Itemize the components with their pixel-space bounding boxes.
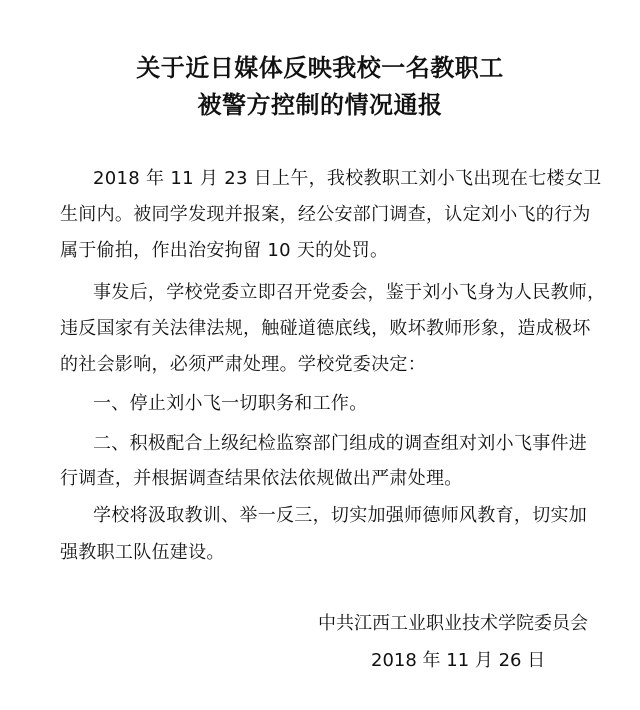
document-title-line-1: 关于近日媒体反映我校一名教职工: [136, 54, 504, 82]
paragraph-1-line-3: 属于偷拍，作出治安拘留 10 天的处罚。: [60, 240, 389, 261]
paragraph-2-line-2: 违反国家有关法律法规，触碰道德底线，败坏教师形象，造成极坏: [60, 318, 591, 339]
issue-date: 2018 年 11 月 26 日: [371, 650, 546, 671]
paragraph-3-line-1: 一、停止刘小飞一切职务和工作。: [93, 393, 368, 414]
paragraph-5-line-1: 学校将汲取教训、举一反三，切实加强师德师风教育，切实加: [93, 505, 588, 526]
paragraph-1-line-1: 2018 年 11 月 23 日上午，我校教职工刘小飞出现在七楼女卫: [93, 168, 602, 189]
paragraph-2-line-1: 事发后，学校党委立即召开党委会，鉴于刘小飞身为人民教师，: [93, 282, 606, 303]
document-title-line-2: 被警方控制的情况通报: [197, 91, 443, 119]
paragraph-4-line-2: 行调查，并根据调查结果依法依规做出严肃处理。: [60, 468, 463, 489]
paragraph-5-line-2: 强教职工队伍建设。: [60, 542, 225, 563]
issuing-organization: 中共江西工业职业技术学院委员会: [318, 613, 588, 634]
paragraph-2-line-3: 的社会影响，必须严肃处理。学校党委决定：: [60, 354, 426, 375]
paragraph-4-line-1: 二、积极配合上级纪检监察部门组成的调查组对刘小飞事件进: [93, 433, 588, 454]
paragraph-1-line-2: 生间内。被同学发现并报案，经公安部门调查，认定刘小飞的行为: [60, 204, 591, 225]
